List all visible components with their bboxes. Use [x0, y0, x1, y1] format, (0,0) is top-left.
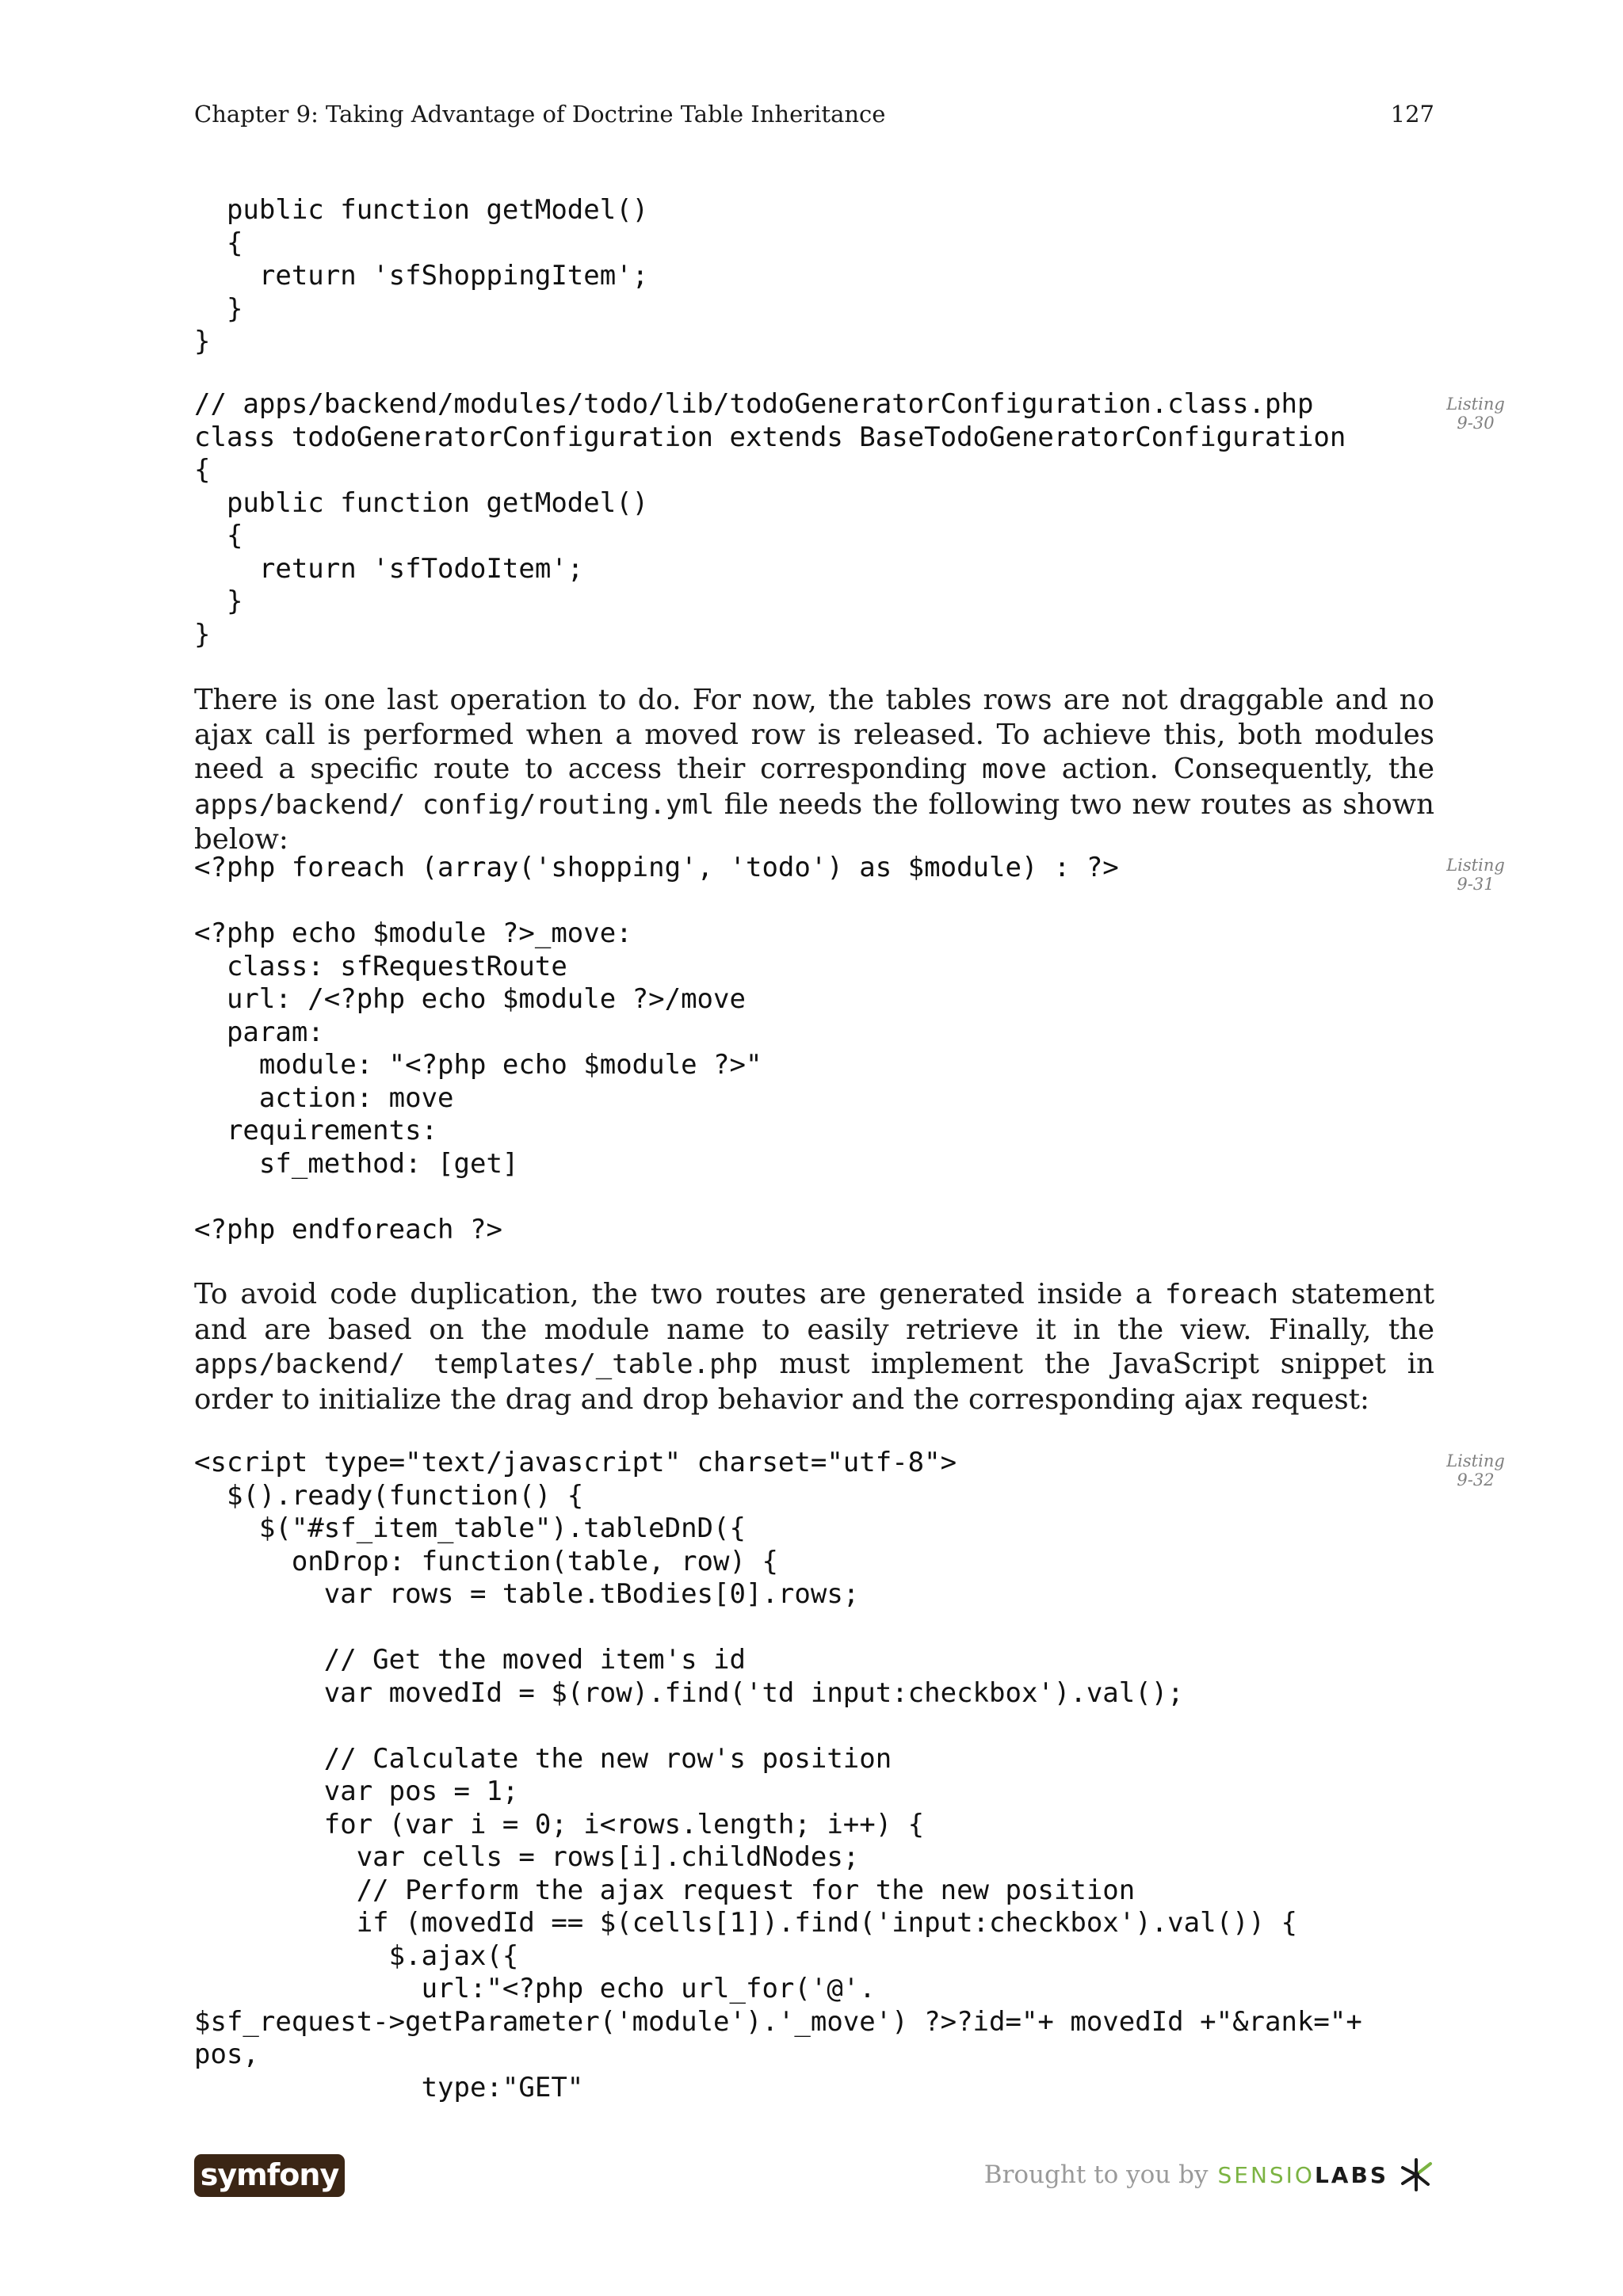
text-run: must implement the JavaScript snippet in order to initialize the drag and drop behavior and the corresponding ajax request: — [194, 1348, 1434, 1416]
symfony-logo — [194, 2154, 345, 2197]
inline-code: move — [982, 753, 1047, 785]
brand-sensio: SENSIO — [1217, 2161, 1315, 2188]
code-text: public function getModel() { return 'sfShoppingItem'; } } — [194, 194, 649, 357]
paragraph-routes-intro — [194, 683, 1434, 857]
inline-code: foreach — [1164, 1279, 1279, 1310]
listing-label-text: Listing 9-30 — [1446, 395, 1505, 433]
sensiolabs-star-icon — [1398, 2157, 1434, 2193]
text-run: To avoid code duplication, the two routes are generated inside a — [194, 1278, 1165, 1310]
inline-code: apps/backend/ config/routing.yml — [194, 788, 715, 821]
inline-code: apps/backend/ templates/_table.php — [194, 1348, 758, 1380]
text-run: statement and are based on the module name to easily retrieve it in the view. Finally, the — [194, 1278, 1434, 1346]
sensiolabs-credit — [984, 2155, 1434, 2195]
chapter-title: Chapter 9: Taking Advantage of Doctrine Table Inheritance — [194, 101, 886, 128]
text-run: There is one last operation to do. For now, the tables rows are not draggable and no ajax call is performed when a moved row is released. To achieve this, both modules need a specific route to access their corresponding — [194, 684, 1434, 785]
listing-label-text: Listing 9-32 — [1446, 1451, 1505, 1489]
page-number: 127 — [1390, 101, 1434, 128]
paragraph-text — [194, 683, 1434, 857]
symfony-logo-text: symfony — [200, 2157, 339, 2192]
text-run: file needs the following two new routes as shown below: — [194, 788, 1435, 856]
sensiolabs-logo — [1217, 2162, 1388, 2188]
code-text: <?php foreach (array('shopping', 'todo') as $module) : ?> <?php echo $module ?>_move: class: sfRequestRoute url: /<?php echo $module ?>/move param: module: "<?php echo $module ?>" action: move requirements: sf_method: [get] <?php endforeach ?> — [194, 852, 1119, 1245]
code-text: // apps/backend/modules/todo/lib/todoGeneratorConfiguration.class.php class todoGeneratorConfiguration extends BaseTodoGeneratorConfiguration { public function getModel() { return 'sfTodoItem'; } } — [194, 388, 1346, 650]
listing-label-9-31 — [1442, 856, 1509, 894]
page-header — [194, 98, 1434, 130]
text-run: action. Consequently, the — [1046, 753, 1434, 785]
paragraph-text — [194, 1277, 1434, 1417]
code-text: <script type="text/javascript" charset="utf-8"> $().ready(function() { $("#sf_item_table").tableDnD({ onDrop: function(table, row) { var rows = table.tBodies[0].rows; // Get the moved item's id var movedId = $(row).find('td input:checkbox').val(); // Calculate the new row's position var pos = 1; for (var i = 0; i<rows.length; i++) { var cells = rows[i].childNodes; // Perform the ajax request for the new position if (movedId == $(cells[1]).find('input:checkbox').val()) { $.ajax({ url:"<?php echo url_for('@'. $sf_request->getParameter('module').'_move') ?>?id="+ movedId +"&rank="+ pos, type:"GET" — [194, 1447, 1362, 2103]
listing-label-9-32 — [1442, 1451, 1509, 1489]
brought-by-text: Brought to you by — [983, 2161, 1209, 2189]
code-listing-9-32 — [194, 1447, 1434, 2104]
code-listing-9-30 — [194, 388, 1434, 651]
listing-label-9-30 — [1442, 395, 1509, 433]
paragraph-javascript-intro — [194, 1277, 1434, 1417]
listing-label-text: Listing 9-31 — [1446, 856, 1505, 894]
code-listing-9-31 — [194, 852, 1434, 1246]
brand-labs: LABS — [1314, 2161, 1388, 2188]
code-block-continuation — [194, 194, 1434, 359]
